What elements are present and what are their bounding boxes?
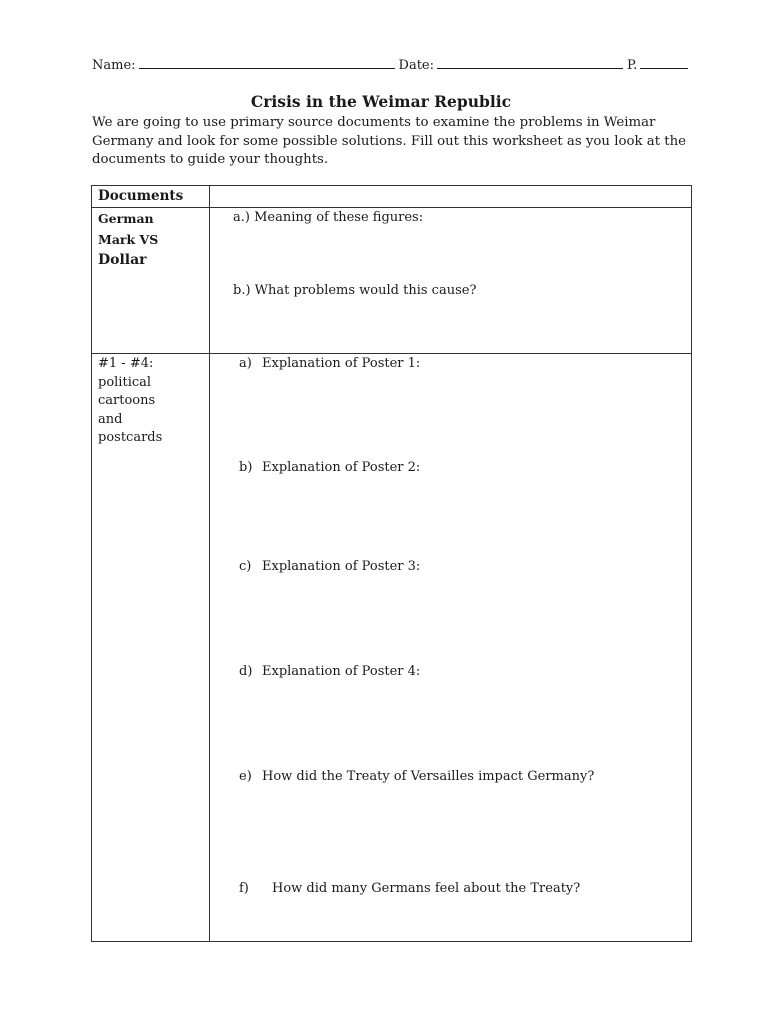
question-number: a) <box>239 356 252 371</box>
row1-document-line: Dollar <box>98 252 147 268</box>
row1-document-cell <box>98 209 158 271</box>
question-poster-4 <box>239 664 420 679</box>
row2-document-line: and <box>98 411 123 427</box>
question-number: a.) <box>233 210 250 225</box>
question-number: b.) <box>233 283 251 298</box>
row1-document-line: Mark VS <box>98 231 159 247</box>
question-text: Explanation of Poster 1: <box>262 356 421 371</box>
question-number: c) <box>239 559 252 574</box>
question-text: Meaning of these figures: <box>254 210 424 225</box>
row2-document-line: cartoons <box>98 393 156 408</box>
name-field[interactable] <box>139 56 395 69</box>
column-divider <box>209 186 210 941</box>
row2-document-line: postcards <box>98 430 163 445</box>
intro-paragraph: We are going to use primary source documents to examine the problems in Weimar Germany and look for some possible solutions. Fill out this worksheet as you look at the documents to guide your thoughts. <box>92 115 687 167</box>
question-german-feelings <box>239 881 580 896</box>
question-text: How did many Germans feel about the Treaty? <box>272 881 581 896</box>
period-label: P. <box>627 58 638 73</box>
period-field[interactable] <box>640 56 688 69</box>
question-text: How did the Treaty of Versailles impact Germany? <box>262 769 595 784</box>
question-meaning-figures <box>233 210 423 225</box>
question-number: d) <box>239 664 253 679</box>
question-text: Explanation of Poster 4: <box>262 664 421 679</box>
question-treaty-impact <box>239 769 594 784</box>
question-poster-2 <box>239 460 420 475</box>
question-poster-3 <box>239 559 420 574</box>
row2-document-line: political <box>98 374 152 390</box>
header-row-divider <box>92 207 691 208</box>
date-label: Date: <box>398 58 435 73</box>
row1-document-line: German <box>98 211 154 226</box>
worksheet-title: Crisis in the Weimar Republic <box>250 92 512 111</box>
worksheet-table <box>91 185 692 942</box>
date-field[interactable] <box>437 56 623 69</box>
question-text: Explanation of Poster 3: <box>262 559 421 574</box>
question-text: What problems would this cause? <box>254 283 477 298</box>
question-problems-caused <box>233 283 476 298</box>
student-info-line <box>92 56 694 73</box>
row2-document-cell <box>98 355 162 448</box>
question-number: f) <box>239 881 249 896</box>
question-poster-1 <box>239 356 420 371</box>
question-text: Explanation of Poster 2: <box>262 460 421 475</box>
row-divider <box>92 353 691 354</box>
name-label: Name: <box>92 58 136 73</box>
question-number: e) <box>239 769 252 784</box>
question-number: b) <box>239 460 253 475</box>
row2-document-line: #1 - #4: <box>98 356 154 371</box>
documents-column-header: Documents <box>98 188 184 204</box>
